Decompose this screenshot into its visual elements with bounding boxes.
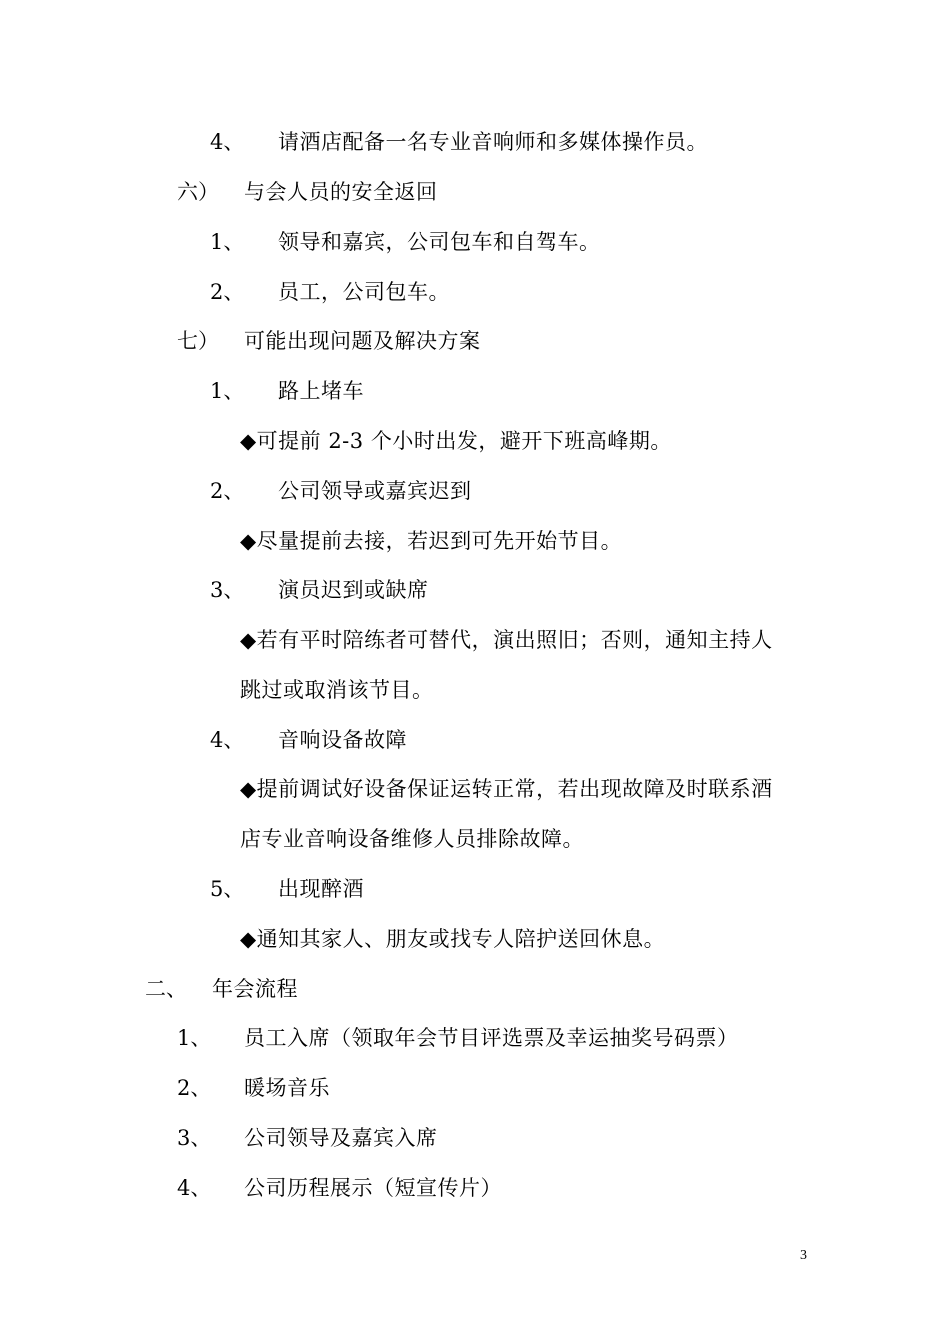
solution-text: ◆提前调试好设备保证运转正常，若出现故障及时联系酒 bbox=[240, 777, 773, 801]
list-item-text: 员工入席（领取年会节目评选票及幸运抽奖号码票） bbox=[244, 1026, 739, 1050]
list-number: 3、 bbox=[210, 578, 245, 602]
list-item-text: 员工，公司包车。 bbox=[278, 280, 450, 304]
list-item-text: 演员迟到或缺席 bbox=[278, 578, 429, 602]
list-number: 1、 bbox=[210, 379, 245, 403]
list-number: 1、 bbox=[177, 1026, 212, 1050]
chapter-number: 二、 bbox=[145, 977, 187, 1001]
list-number: 5、 bbox=[210, 877, 245, 901]
solution-text-continued: 店专业音响设备维修人员排除故障。 bbox=[240, 827, 584, 851]
list-item-text: 出现醉酒 bbox=[278, 877, 364, 901]
list-item-text: 音响设备故障 bbox=[278, 728, 407, 752]
list-item-text: 公司领导及嘉宾入席 bbox=[244, 1126, 438, 1150]
list-item-text: 暖场音乐 bbox=[244, 1076, 330, 1100]
list-number: 2、 bbox=[210, 479, 245, 503]
list-item-text: 公司历程展示（短宣传片） bbox=[244, 1176, 502, 1200]
list-number: 1、 bbox=[210, 230, 245, 254]
list-number: 4、 bbox=[210, 728, 245, 752]
list-item-text: 公司领导或嘉宾迟到 bbox=[278, 479, 472, 503]
list-number: 4、 bbox=[210, 130, 245, 154]
solution-text: ◆尽量提前去接，若迟到可先开始节目。 bbox=[240, 529, 623, 553]
section-number: 六） bbox=[177, 180, 219, 204]
list-number: 2、 bbox=[210, 280, 245, 304]
section-number: 七） bbox=[177, 329, 219, 353]
section-heading: 可能出现问题及解决方案 bbox=[244, 329, 481, 353]
solution-text: ◆通知其家人、朋友或找专人陪护送回休息。 bbox=[240, 927, 666, 951]
chapter-heading: 年会流程 bbox=[212, 977, 298, 1001]
solution-text: ◆若有平时陪练者可替代，演出照旧；否则，通知主持人 bbox=[240, 628, 773, 652]
list-number: 2、 bbox=[177, 1076, 212, 1100]
list-item-text: 路上堵车 bbox=[278, 379, 364, 403]
page-number: 3 bbox=[800, 1248, 807, 1263]
list-number: 4、 bbox=[177, 1176, 212, 1200]
solution-text-continued: 跳过或取消该节目。 bbox=[240, 678, 434, 702]
section-heading: 与会人员的安全返回 bbox=[244, 180, 438, 204]
list-item-text: 领导和嘉宾，公司包车和自驾车。 bbox=[278, 230, 601, 254]
solution-text: ◆可提前 2-3 个小时出发，避开下班高峰期。 bbox=[240, 429, 672, 453]
list-item-text: 请酒店配备一名专业音响师和多媒体操作员。 bbox=[278, 130, 708, 154]
list-number: 3、 bbox=[177, 1126, 212, 1150]
